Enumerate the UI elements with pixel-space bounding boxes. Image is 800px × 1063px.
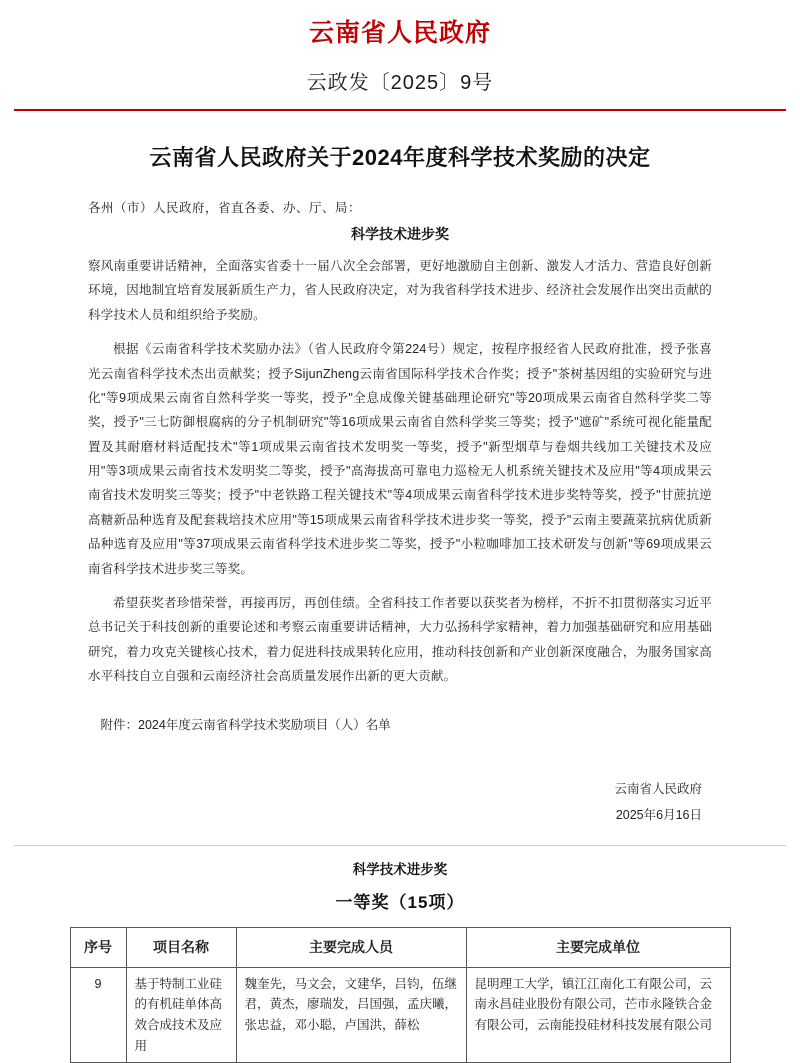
annex-heading: 科学技术进步奖 [352, 861, 448, 877]
section-heading: 科学技术进步奖 [351, 226, 449, 242]
table-header [70, 927, 730, 967]
paragraph-2: 根据《云南省科学技术奖励办法》（省人民政府令第224号）规定，按程序报经省人民政府批准，授予张喜光云南省科学技术杰出贡献奖；授予SijunZheng云南省国际科学技术合作奖；授予"茶树基因组的实验研究与进化"等9项成果云南省自然科学奖一等奖，授予"全息成像关键基础理论研究"等20项成果云南省自然科学奖二等奖，授予"三七防御根腐病的分子机制研究"等16项成果云南省自然科学奖三等奖；授予"遮矿"系统可视化能量配置及其耐磨材料适配技术"等1项成果云南省技术发明奖一等奖，授予"新型烟草与卷烟共线加工关键技术及应用"等3项成果云南省技术发明奖二等奖，授予"高海拔高可靠电力巡检无人机系统关键技术及应用"等4项成果云南省技术发明奖三等奖；授予"中老铁路工程关键技术"等4项成果云南省科学技术进步奖特等奖，授予"甘蔗抗逆高糖新品种选育及配套栽培技术应用"等15项成果云南省科学技术进步奖一等奖，授予"云南主要蔬菜抗病优质新品种选育及应用"等37项成果云南省科学技术进步奖二等奖，授予"小粒咖啡加工技术研发与创新"等69项成果云南省科学技术进步奖三等奖。 [88, 342, 712, 576]
column-header-org: 主要完成单位 [466, 927, 730, 967]
document-body [0, 141, 800, 829]
signature-date: 2025年6月16日 [615, 808, 702, 823]
document-number: 云政发〔2025〕9号 [306, 72, 494, 94]
column-header-project: 项目名称 [126, 927, 236, 967]
signature-block [28, 776, 772, 829]
awards-table [70, 927, 731, 1063]
cell-project-name: 基于特制工业硅的有机硅单体高效合成技术及应用 [126, 967, 236, 1063]
annex-subheading: 一等奖（15项） [335, 892, 465, 912]
masthead [0, 0, 800, 95]
government-title: 云南省人民政府 [308, 19, 491, 47]
cell-organizations: 昆明理工大学，镇江江南化工有限公司，云南永昌硅业股份有限公司，芒市永隆铁合金有限公司，云南能投硅材科技发展有限公司 [466, 967, 730, 1063]
paragraph-3: 希望获奖者珍惜荣誉，再接再厉，再创佳绩。全省科技工作者要以获奖者为榜样，不折不扣贯彻落实习近平总书记关于科技创新的重要论述和考察云南重要讲话精神，大力弘扬科学家精神，着力加强基础研究和应用基础研究，着力攻克关键核心技术，着力促进科技成果转化应用，推动科技创新和产业创新深度融合，为服务国家高水平科技自立自强和云南经济社会高质量发展作出新的更大贡献。 [88, 595, 712, 683]
signer-name: 云南省人民政府 [614, 782, 702, 797]
annex-section [0, 846, 800, 1063]
page-title: 云南省人民政府关于2024年度科学技术奖励的决定 [149, 145, 651, 170]
column-header-people: 主要完成人员 [236, 927, 466, 967]
recipient-line: 各州（市）人民政府，省直各委、办、厅、局： [88, 201, 362, 215]
cell-no: 9 [70, 967, 126, 1063]
table-row [70, 967, 730, 1063]
table-body [70, 967, 730, 1063]
attachment-line: 附件：2024年度云南省科学技术奖励项目（人）名单 [100, 718, 391, 733]
cell-people: 魏奎先，马文会，文建华，吕钧，伍继君，黄杰，廖瑞发，吕国强，孟庆曦，张忠益，邓小聪，卢国洪，薛松 [236, 967, 466, 1063]
column-header-no: 序号 [70, 927, 126, 967]
table-header-row [70, 927, 730, 967]
paragraph-1: 察风南重要讲话精神，全面落实省委十一届八次全会部署，更好地激励自主创新、激发人才活力、营造良好创新环境，因地制宜培育发展新质生产力，省人民政府决定，对为我省科学技术进步、经济社会发展作出突出贡献的科学技术人员和组织给予奖励。 [88, 259, 712, 322]
red-divider [14, 109, 786, 111]
